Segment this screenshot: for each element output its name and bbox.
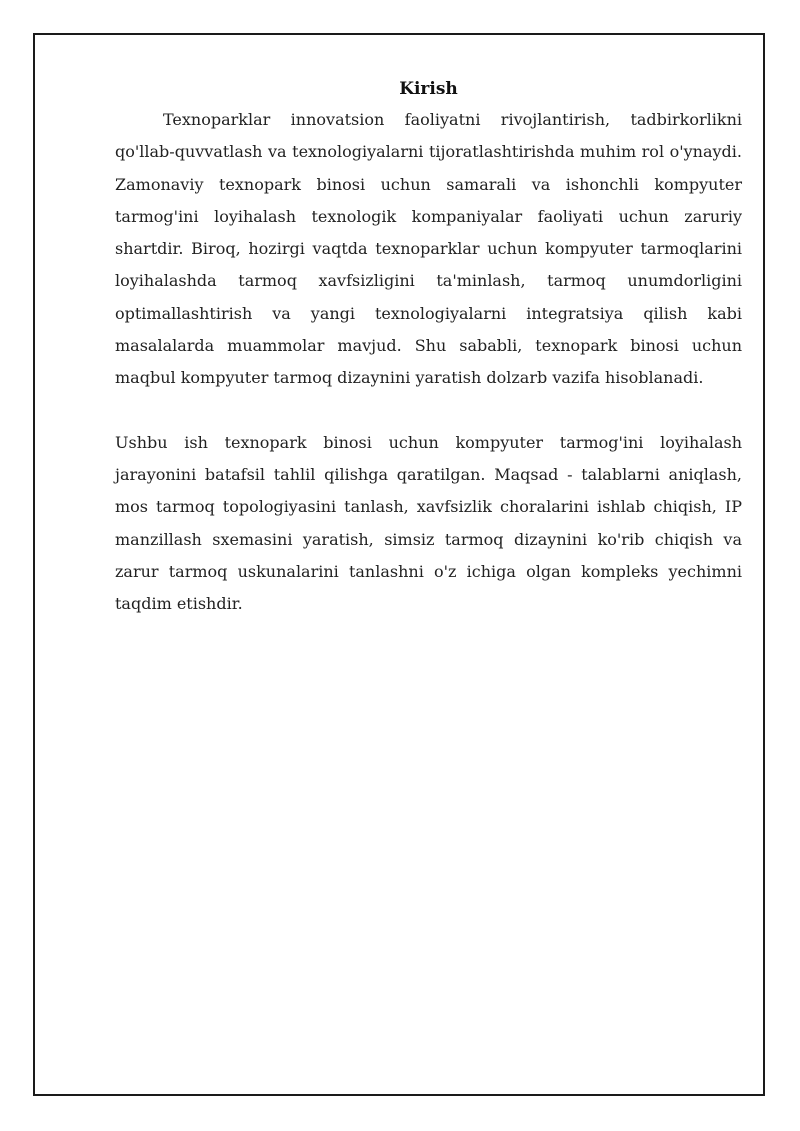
paragraph-goal: Ushbu ish texnopark binosi uchun kompyuter tarmog'ini loyihalash jarayonini batafsil tahlil qilishga qaratilgan. Maqsad - talablarni aniqlash, mos tarmoq topologiyasini tanlash, xavfsizlik choralarini ishlab chiqish, IP manzillash sxemasini yaratish, simsiz tarmoq dizaynini ko'rib chiqish va zarur tarmoq uskunalarini tanlashni o'z ichiga olgan kompleks yechimni taqdim etishdir.: [115, 432, 742, 614]
section-title: Kirish: [399, 79, 458, 99]
page-content: [115, 74, 742, 620]
paragraph-intro: Texnoparklar innovatsion faoliyatni rivojlantirish, tadbirkorlikni qo'llab-quvvatlash va texnologiyalarni tijoratlashtirishda muhim rol o'ynaydi. Zamonaviy texnopark binosi uchun samarali va ishonchli kompyuter tarmog'ini loyihalash texnologik kompaniyalar faoliyati uchun zaruriy shartdir. Biroq, hozirgi vaqtda texnoparklar uchun kompyuter tarmoqlarini loyihalashda tarmoq xavfsizligini ta'minlash, tarmoq unumdorligini optimallashtirish va yangi texnologiyalarni integratsiya qilish kabi masalalarda muammolar mavjud. Shu sababli, texnopark binosi uchun maqbul kompyuter tarmoq dizaynini yaratish dolzarb vazifa hisoblanadi.: [115, 110, 742, 388]
